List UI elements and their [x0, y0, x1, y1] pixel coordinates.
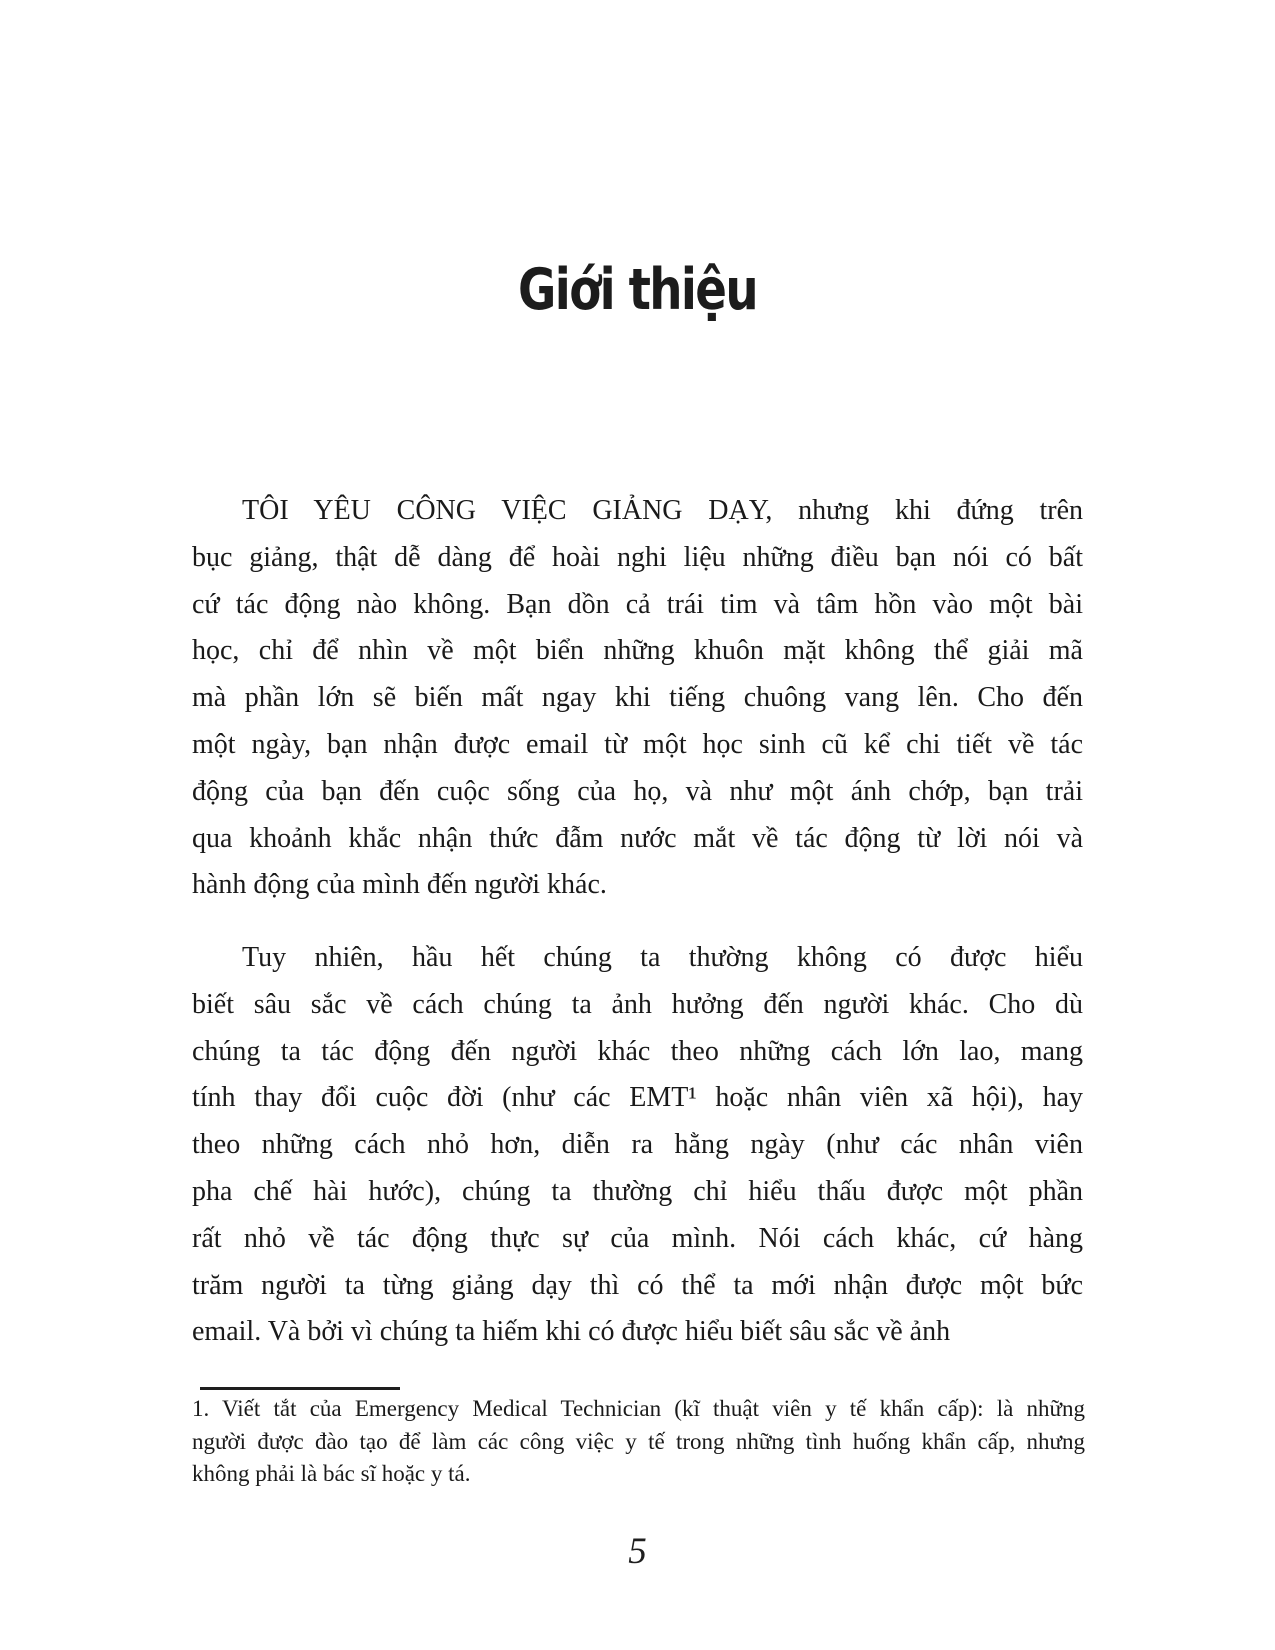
footnote — [192, 1393, 1085, 1491]
text-line: qua khoảnh khắc nhận thức đẫm nước mắt về tác động từ lời nói và — [192, 822, 1083, 854]
text-line: học, chỉ để nhìn về một biển những khuôn mặt không thể giải mã — [192, 635, 1083, 667]
text-line: biết sâu sắc về cách chúng ta ảnh hưởng đến người khác. Cho dù — [192, 988, 1083, 1020]
page-number: 5 — [628, 1531, 647, 1572]
footnote-line: không phải là bác sĩ hoặc y tá. — [192, 1461, 471, 1487]
text-line: email. Và bởi vì chúng ta hiếm khi có được hiểu biết sâu sắc về ảnh — [192, 1316, 951, 1348]
footnote-divider — [200, 1387, 400, 1390]
footnote-line: 1. Viết tắt của Emergency Medical Technician (kĩ thuật viên y tế khẩn cấp): là những — [192, 1396, 1085, 1421]
chapter-title: Giới thiệu — [517, 257, 758, 323]
text-line: pha chế hài hước), chúng ta thường chỉ hiểu thấu được một phần — [192, 1175, 1083, 1207]
text-line: bục giảng, thật dễ dàng để hoài nghi liệu những điều bạn nói có bất — [192, 541, 1083, 573]
text-line: hành động của mình đến người khác. — [192, 869, 607, 901]
text-line: động của bạn đến cuộc sống của họ, và như một ánh chớp, bạn trải — [192, 775, 1083, 807]
text-line: Tuy nhiên, hầu hết chúng ta thường không có được hiểu — [242, 942, 1083, 973]
text-line: một ngày, bạn nhận được email từ một học sinh cũ kể chi tiết về tác — [192, 728, 1083, 760]
text-line: trăm người ta từng giảng dạy thì có thể ta mới nhận được một bức — [192, 1269, 1083, 1301]
paragraph-1 — [192, 488, 1083, 909]
text-line: chúng ta tác động đến người khác theo những cách lớn lao, mang — [192, 1035, 1083, 1067]
text-line: cứ tác động nào không. Bạn dồn cả trái tim và tâm hồn vào một bài — [192, 588, 1083, 620]
text-line: theo những cách nhỏ hơn, diễn ra hằng ngày (như các nhân viên — [192, 1129, 1083, 1161]
text-line: rất nhỏ về tác động thực sự của mình. Nói cách khác, cứ hàng — [192, 1222, 1083, 1254]
text-line: TÔI YÊU CÔNG VIỆC GIẢNG DẠY, nhưng khi đứng trên — [242, 495, 1083, 526]
footnote-line: người được đào tạo để làm các công việc y tế trong những tình huống khẩn cấp, nhưng — [192, 1428, 1085, 1454]
text-line: tính thay đổi cuộc đời (như các EMT¹ hoặc nhân viên xã hội), hay — [192, 1082, 1083, 1114]
paragraph-2 — [192, 935, 1083, 1356]
text-line: mà phần lớn sẽ biến mất ngay khi tiếng chuông vang lên. Cho đến — [192, 682, 1083, 714]
